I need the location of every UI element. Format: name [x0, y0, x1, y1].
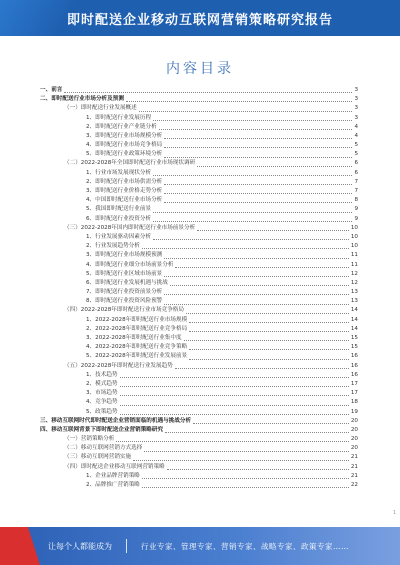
toc-entry-page: 21 — [350, 472, 358, 479]
toc-entry-label: （五）2022-2028年即时配送行业发展趋势 — [64, 362, 173, 369]
toc-entry[interactable] — [40, 104, 358, 113]
toc-entry-page: 5 — [354, 151, 358, 158]
toc-entry[interactable] — [40, 417, 358, 426]
toc-entry[interactable] — [40, 169, 358, 178]
toc-entry-label: 4、2022-2028年即时配送行业竞争策略 — [86, 344, 188, 351]
toc-leader-dots — [164, 184, 352, 185]
toc-entry-page: 10 — [350, 233, 358, 240]
toc-entry-page: 16 — [350, 362, 358, 369]
footer-divider — [126, 539, 127, 553]
toc-entry-page: 9 — [354, 215, 358, 222]
toc-entry-label: 6、即时配送行业投资分析 — [86, 215, 152, 222]
toc-entry[interactable] — [40, 444, 358, 453]
toc-entry[interactable] — [40, 398, 358, 407]
toc-entry-label: 4、竞争趋势 — [86, 399, 118, 406]
toc-entry-page: 16 — [350, 371, 358, 378]
toc-entry-page: 18 — [350, 399, 358, 406]
toc-entry-page: 3 — [354, 114, 358, 121]
toc-leader-dots — [142, 248, 349, 249]
toc-entry-page: 13 — [350, 298, 358, 305]
report-header — [0, 0, 400, 36]
toc-leader-dots — [153, 221, 352, 222]
toc-entry[interactable] — [40, 334, 358, 343]
footer-badge — [0, 527, 40, 565]
toc-leader-dots — [193, 423, 349, 424]
toc-entry-page: 4 — [354, 132, 358, 139]
toc-leader-dots — [159, 129, 353, 130]
toc-entry-page: 5 — [354, 142, 358, 149]
toc-leader-dots — [164, 157, 352, 158]
toc-entry[interactable] — [40, 426, 358, 435]
toc-leader-dots — [167, 469, 349, 470]
toc-entry-page: 11 — [350, 252, 358, 259]
toc-entry[interactable] — [40, 86, 358, 95]
toc-entry-label: 7、即时配送行业投资前景分析 — [86, 289, 163, 296]
toc-entry-label: 3、即时配送行业市场规模预测 — [86, 252, 163, 259]
toc-leader-dots — [64, 92, 352, 93]
toc-entry-page: 6 — [354, 160, 358, 167]
toc-entry-label: （四）即时配送企业移动互联网营销策略 — [64, 463, 165, 470]
toc-entry-label: 5、我国即时配送行业前景 — [86, 206, 152, 213]
toc-entry-page: 7 — [354, 188, 358, 195]
toc-entry-label: 2、品牌推广营销策略 — [86, 482, 140, 489]
toc-leader-dots — [126, 101, 353, 102]
table-of-contents — [40, 86, 358, 490]
toc-leader-dots — [164, 294, 349, 295]
toc-entry[interactable] — [40, 95, 358, 104]
toc-entry[interactable] — [40, 178, 358, 187]
toc-entry-label: 2、行业发展趋势分析 — [86, 243, 140, 250]
toc-entry-page: 15 — [350, 335, 358, 342]
toc-leader-dots — [120, 405, 349, 406]
toc-entry-label: 3、即时配送行业价格走势分析 — [86, 188, 163, 195]
toc-entry-label: 3、2022-2028年即时配送行业集中度 — [86, 335, 182, 342]
toc-entry-label: 4、即时配送行业市场竞争格局 — [86, 142, 163, 149]
toc-entry-page: 8 — [354, 197, 358, 204]
footer-slogan: 让每个人都能成为 — [48, 541, 112, 551]
toc-entry-label: 二、即时配送行业市场分析及预测 — [40, 96, 124, 103]
toc-entry-page: 20 — [350, 436, 358, 443]
toc-leader-dots — [153, 120, 352, 121]
toc-entry[interactable] — [40, 389, 358, 398]
toc-entry[interactable] — [40, 472, 358, 481]
toc-entry-label: （三）2022-2028年国内即时配送行业市场前景分析 — [64, 224, 196, 231]
toc-entry[interactable] — [40, 371, 358, 380]
toc-entry[interactable] — [40, 233, 358, 242]
toc-leader-dots — [164, 258, 349, 259]
toc-entry-label: 6、即时配送行业发展机遇与挑战 — [86, 279, 168, 286]
toc-entry-page: 12 — [350, 270, 358, 277]
toc-entry-label: 1、即时配送行业发展历程 — [86, 114, 152, 121]
toc-leader-dots — [120, 395, 349, 396]
toc-entry-page: 7 — [354, 178, 358, 185]
toc-leader-dots — [164, 147, 352, 148]
toc-leader-dots — [164, 304, 349, 305]
toc-entry[interactable] — [40, 454, 358, 463]
toc-leader-dots — [164, 138, 352, 139]
toc-entry-page: 3 — [354, 86, 358, 93]
toc-entry[interactable] — [40, 408, 358, 417]
toc-entry[interactable] — [40, 307, 358, 316]
toc-leader-dots — [170, 285, 349, 286]
toc-entry-label: （四）2022-2028年即时配送行业市场竞争格局 — [64, 307, 184, 314]
toc-entry-label: 8、即时配送行业投资风险预警 — [86, 298, 163, 305]
toc-entry-page: 13 — [350, 289, 358, 296]
toc-entry-label: 5、即时配送行业区域市场前景 — [86, 270, 163, 277]
toc-entry[interactable] — [40, 297, 358, 306]
toc-entry-label: 1、企业品牌营销策略 — [86, 472, 140, 479]
toc-entry-label: 4、即时配送行业细分市场前景分析 — [86, 261, 174, 268]
toc-entry[interactable] — [40, 362, 358, 371]
toc-leader-dots — [120, 377, 349, 378]
toc-entry-page: 14 — [350, 325, 358, 332]
report-title: 即时配送企业移动互联网营销策略研究报告 — [66, 12, 333, 28]
toc-entry[interactable] — [40, 270, 358, 279]
toc-entry-page: 20 — [350, 417, 358, 424]
toc-entry[interactable] — [40, 123, 358, 132]
toc-entry-page: 9 — [354, 206, 358, 213]
toc-entry[interactable] — [40, 114, 358, 123]
toc-entry-label: 1、2022-2028年即时配送行业市场规模 — [86, 316, 188, 323]
toc-entry[interactable] — [40, 463, 358, 472]
toc-leader-dots — [197, 166, 352, 167]
toc-leader-dots — [164, 276, 349, 277]
toc-leader-dots — [142, 487, 349, 488]
toc-leader-dots — [186, 313, 349, 314]
toc-entry-label: 一、前言 — [40, 86, 63, 93]
toc-leader-dots — [153, 175, 352, 176]
toc-entry[interactable] — [40, 132, 358, 141]
toc-leader-dots — [175, 267, 348, 268]
toc-entry-page: 10 — [350, 224, 358, 231]
toc-entry-page: 21 — [350, 454, 358, 461]
toc-entry-label: 1、行业市场发展现状分析 — [86, 169, 152, 176]
toc-entry[interactable] — [40, 435, 358, 444]
toc-entry-page: 12 — [350, 279, 358, 286]
toc-entry[interactable] — [40, 316, 358, 325]
toc-entry-label: （一）即时配送行业发展概述 — [64, 105, 137, 112]
toc-leader-dots — [120, 386, 349, 387]
report-footer — [0, 527, 400, 565]
toc-leader-dots — [153, 239, 349, 240]
page-number: 1 — [392, 510, 396, 516]
toc-entry-page: 14 — [350, 307, 358, 314]
toc-entry[interactable] — [40, 224, 358, 233]
toc-leader-dots — [175, 368, 349, 369]
toc-entry[interactable] — [40, 187, 358, 196]
toc-entry-page: 3 — [354, 96, 358, 103]
toc-entry-label: 1、技术趋势 — [86, 371, 118, 378]
toc-entry-page: 4 — [354, 123, 358, 130]
toc-entry-page: 17 — [350, 380, 358, 387]
toc-entry[interactable] — [40, 343, 358, 352]
toc-entry-label: （一）营销策略分析 — [64, 436, 115, 443]
toc-leader-dots — [189, 322, 349, 323]
toc-entry[interactable] — [40, 160, 358, 169]
toc-entry-page: 15 — [350, 344, 358, 351]
toc-entry-label: 1、行业发展驱动因素分析 — [86, 233, 152, 240]
toc-entry-label: （二）移动互联网营销方式选择 — [64, 445, 143, 452]
toc-entry-page: 14 — [350, 316, 358, 323]
toc-entry-page: 16 — [350, 353, 358, 360]
toc-entry-label: 2、2022-2028年即时配送行业竞争格局 — [86, 325, 188, 332]
toc-entry-label: 三、移动互联网时代即时配送企业营销面临的机遇与挑战分析 — [40, 417, 192, 424]
toc-leader-dots — [153, 212, 352, 213]
toc-entry-label: （三）移动互联网营销实施 — [64, 454, 132, 461]
toc-entry-label: 3、市场趋势 — [86, 390, 118, 397]
toc-leader-dots — [142, 478, 349, 479]
toc-leader-dots — [197, 230, 349, 231]
toc-leader-dots — [164, 193, 352, 194]
toc-entry-label: 4、中国即时配送行业市场分析 — [86, 197, 163, 204]
toc-entry-page: 19 — [350, 408, 358, 415]
toc-entry-page: 22 — [350, 482, 358, 489]
toc-entry-page: 20 — [350, 445, 358, 452]
toc-entry[interactable] — [40, 279, 358, 288]
toc-entry-label: 3、即时配送行业市场规模分析 — [86, 132, 163, 139]
toc-leader-dots — [189, 349, 349, 350]
toc-entry[interactable] — [40, 205, 358, 214]
toc-entry-page: 17 — [350, 390, 358, 397]
toc-entry[interactable] — [40, 242, 358, 251]
toc-entry-label: （二）2022-2028年全国即时配送行业市场现状调研 — [64, 160, 196, 167]
toc-entry-label: 5、2022-2028年即时配送行业发展前景 — [86, 353, 188, 360]
toc-leader-dots — [164, 202, 352, 203]
toc-entry[interactable] — [40, 261, 358, 270]
toc-entry[interactable] — [40, 150, 358, 159]
toc-entry[interactable] — [40, 215, 358, 224]
toc-entry[interactable] — [40, 141, 358, 150]
footer-roles: 行业专家、管理专家、营销专家、战略专家、政策专家…… — [141, 541, 349, 551]
toc-entry[interactable] — [40, 481, 358, 490]
toc-entry[interactable] — [40, 380, 358, 389]
toc-leader-dots — [165, 432, 349, 433]
toc-entry-page: 20 — [350, 426, 358, 433]
toc-leader-dots — [144, 451, 349, 452]
toc-entry-label: 2、模式趋势 — [86, 380, 118, 387]
toc-entry-label: 四、移动互联网背景下即时配送企业营销策略研究 — [40, 426, 164, 433]
toc-entry[interactable] — [40, 288, 358, 297]
toc-leader-dots — [116, 441, 349, 442]
toc-entry-page: 3 — [354, 105, 358, 112]
toc-entry[interactable] — [40, 352, 358, 361]
toc-entry-label: 5、政策趋势 — [86, 408, 118, 415]
toc-entry-page: 6 — [354, 169, 358, 176]
toc-leader-dots — [120, 414, 349, 415]
toc-entry[interactable] — [40, 251, 358, 260]
toc-entry-page: 11 — [350, 261, 358, 268]
toc-leader-dots — [184, 340, 349, 341]
toc-entry-page: 21 — [350, 463, 358, 470]
toc-leader-dots — [139, 111, 353, 112]
toc-entry-label: 2、即时配送行业产业链分析 — [86, 123, 157, 130]
toc-entry[interactable] — [40, 325, 358, 334]
toc-leader-dots — [133, 460, 349, 461]
toc-leader-dots — [189, 359, 349, 360]
toc-entry-page: 10 — [350, 243, 358, 250]
toc-entry-label: 5、即时配送行业政策环境分析 — [86, 151, 163, 158]
toc-entry-label: 2、即时配送行业市场供需分析 — [86, 178, 163, 185]
toc-entry[interactable] — [40, 196, 358, 205]
toc-title: 内容目录 — [166, 61, 234, 77]
toc-leader-dots — [189, 331, 349, 332]
